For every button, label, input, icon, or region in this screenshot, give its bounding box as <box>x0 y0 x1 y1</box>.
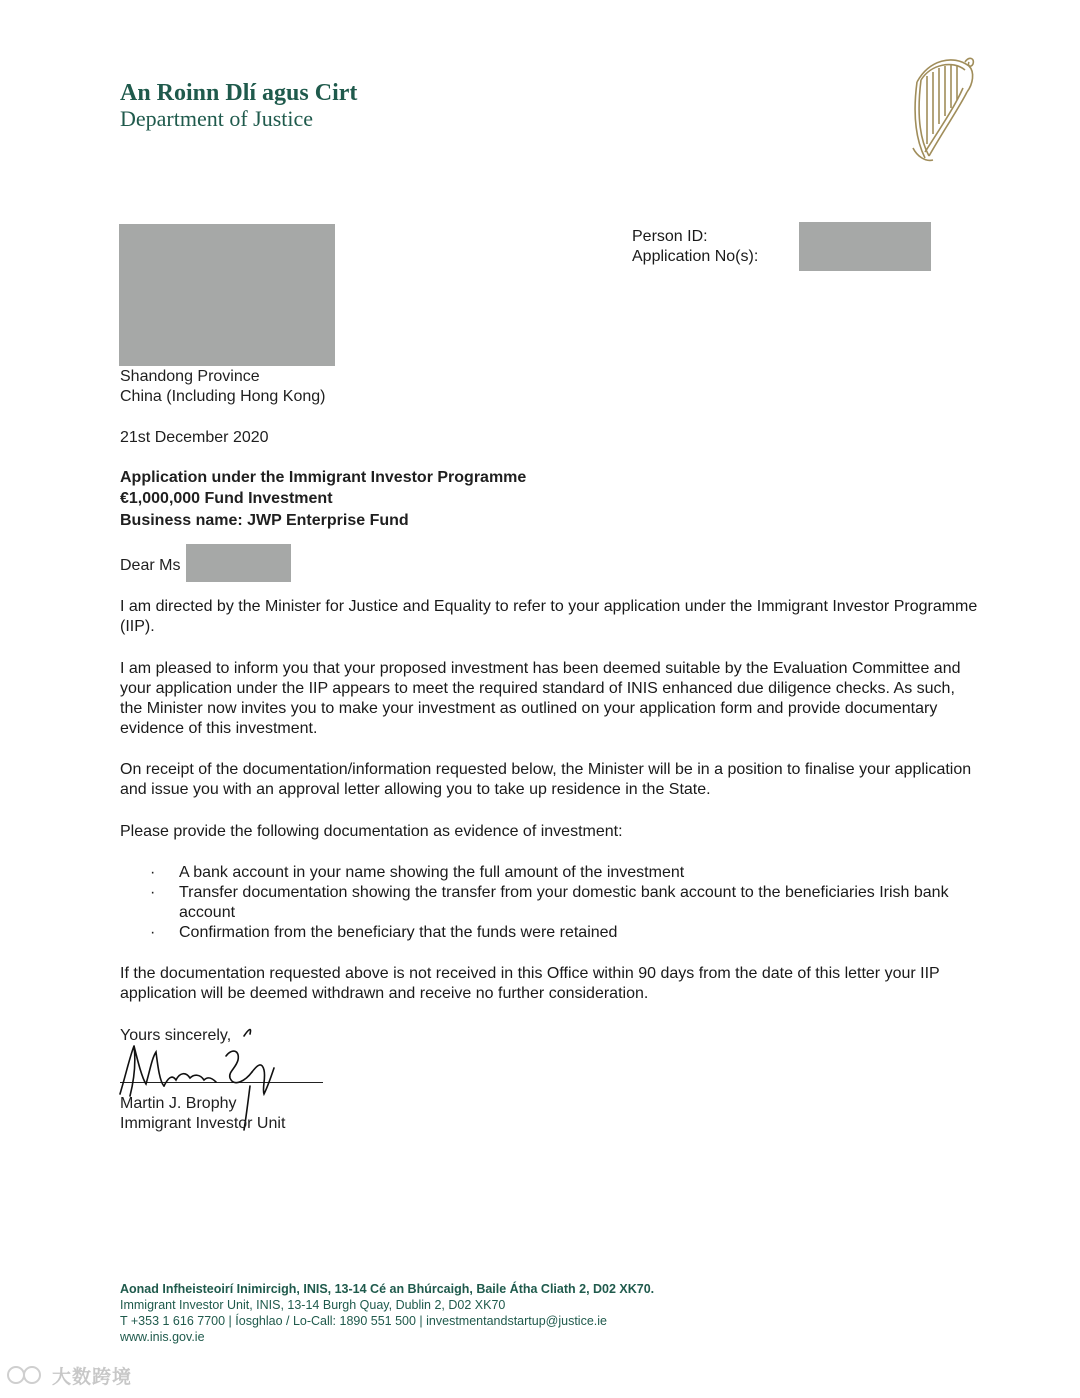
bullet-marker: · <box>150 924 156 941</box>
address-line-province: Shandong Province <box>120 368 260 385</box>
department-english-name: Department of Justice <box>120 106 314 131</box>
bullet-marker: · <box>150 884 156 901</box>
subject-line-investment: €1,000,000 Fund Investment <box>120 490 333 507</box>
valediction: Yours sincerely, <box>120 1027 232 1044</box>
paragraph-documentation-request: Please provide the following documentation as evidence of investment: <box>120 823 623 840</box>
bullet-marker: · <box>150 864 156 881</box>
list-item-text: Transfer documentation showing the transfer from your domestic bank account to the beneficiaries Irish bank account <box>179 884 949 921</box>
list-item-text: A bank account in your name showing the full amount of the investment <box>179 864 685 881</box>
redacted-recipient-address <box>119 224 335 366</box>
department-irish-name: An Roinn Dlí agus Cirt <box>120 80 358 106</box>
footer-contact-details: T +353 1 616 7700 | Íosghlao / Lo-Call: 1890 551 500 | investmentandstartup@justice.ie <box>120 1314 607 1328</box>
signer-unit: Immigrant Investor Unit <box>120 1115 286 1132</box>
harp-icon <box>903 52 977 164</box>
footer-english-address: Immigrant Investor Unit, INIS, 13-14 Burgh Quay, Dublin 2, D02 XK70 <box>120 1298 506 1312</box>
footer-website: www.inis.gov.ie <box>120 1330 205 1344</box>
person-id-label: Person ID: <box>632 228 708 245</box>
list-item <box>150 883 950 923</box>
list-item <box>150 863 950 883</box>
list-item-text: Confirmation from the beneficiary that the funds were retained <box>179 924 618 941</box>
salutation: Dear Ms <box>120 557 181 574</box>
footer-irish-address: Aonad Infheisteoirí Inimircigh, INIS, 13-14 Cé an Bhúrcaigh, Baile Átha Cliath 2, D02 XK70. <box>120 1282 655 1296</box>
redacted-reference-numbers <box>799 222 931 271</box>
watermark-text: 大数跨境 <box>52 1367 133 1388</box>
watermark-logo-icon <box>4 1362 48 1388</box>
address-line-country: China (Including Hong Kong) <box>120 388 326 405</box>
paragraph-deadline: If the documentation requested above is not received in this Office within 90 days from the date of this letter your IIP application will be deemed withdrawn and receive no further consideration. <box>120 965 940 1002</box>
paragraph-introduction: I am directed by the Minister for Justice and Equality to refer to your application under the Immigrant Investor Programme (IIP). <box>120 598 978 635</box>
application-number-label: Application No(s): <box>632 248 759 265</box>
subject-line-business: Business name: JWP Enterprise Fund <box>120 512 409 529</box>
redacted-recipient-name <box>186 544 291 582</box>
subject-line-programme: Application under the Immigrant Investor Programme <box>120 469 527 486</box>
paragraph-approval: I am pleased to inform you that your proposed investment has been deemed suitable by the Evaluation Committee and your application under the IIP appears to meet the required standard of INIS enhanced due diligence checks. As such, the Minister now invites you to make your investment as outlined on your application form and provide documentary evidence of this investment. <box>120 660 961 737</box>
signer-name: Martin J. Brophy <box>120 1095 237 1112</box>
list-item <box>150 923 950 943</box>
letter-date: 21st December 2020 <box>120 429 269 446</box>
paragraph-next-steps: On receipt of the documentation/information requested below, the Minister will be in a position to finalise your application and issue you with an approval letter allowing you to take up residence in the State. <box>120 761 972 798</box>
